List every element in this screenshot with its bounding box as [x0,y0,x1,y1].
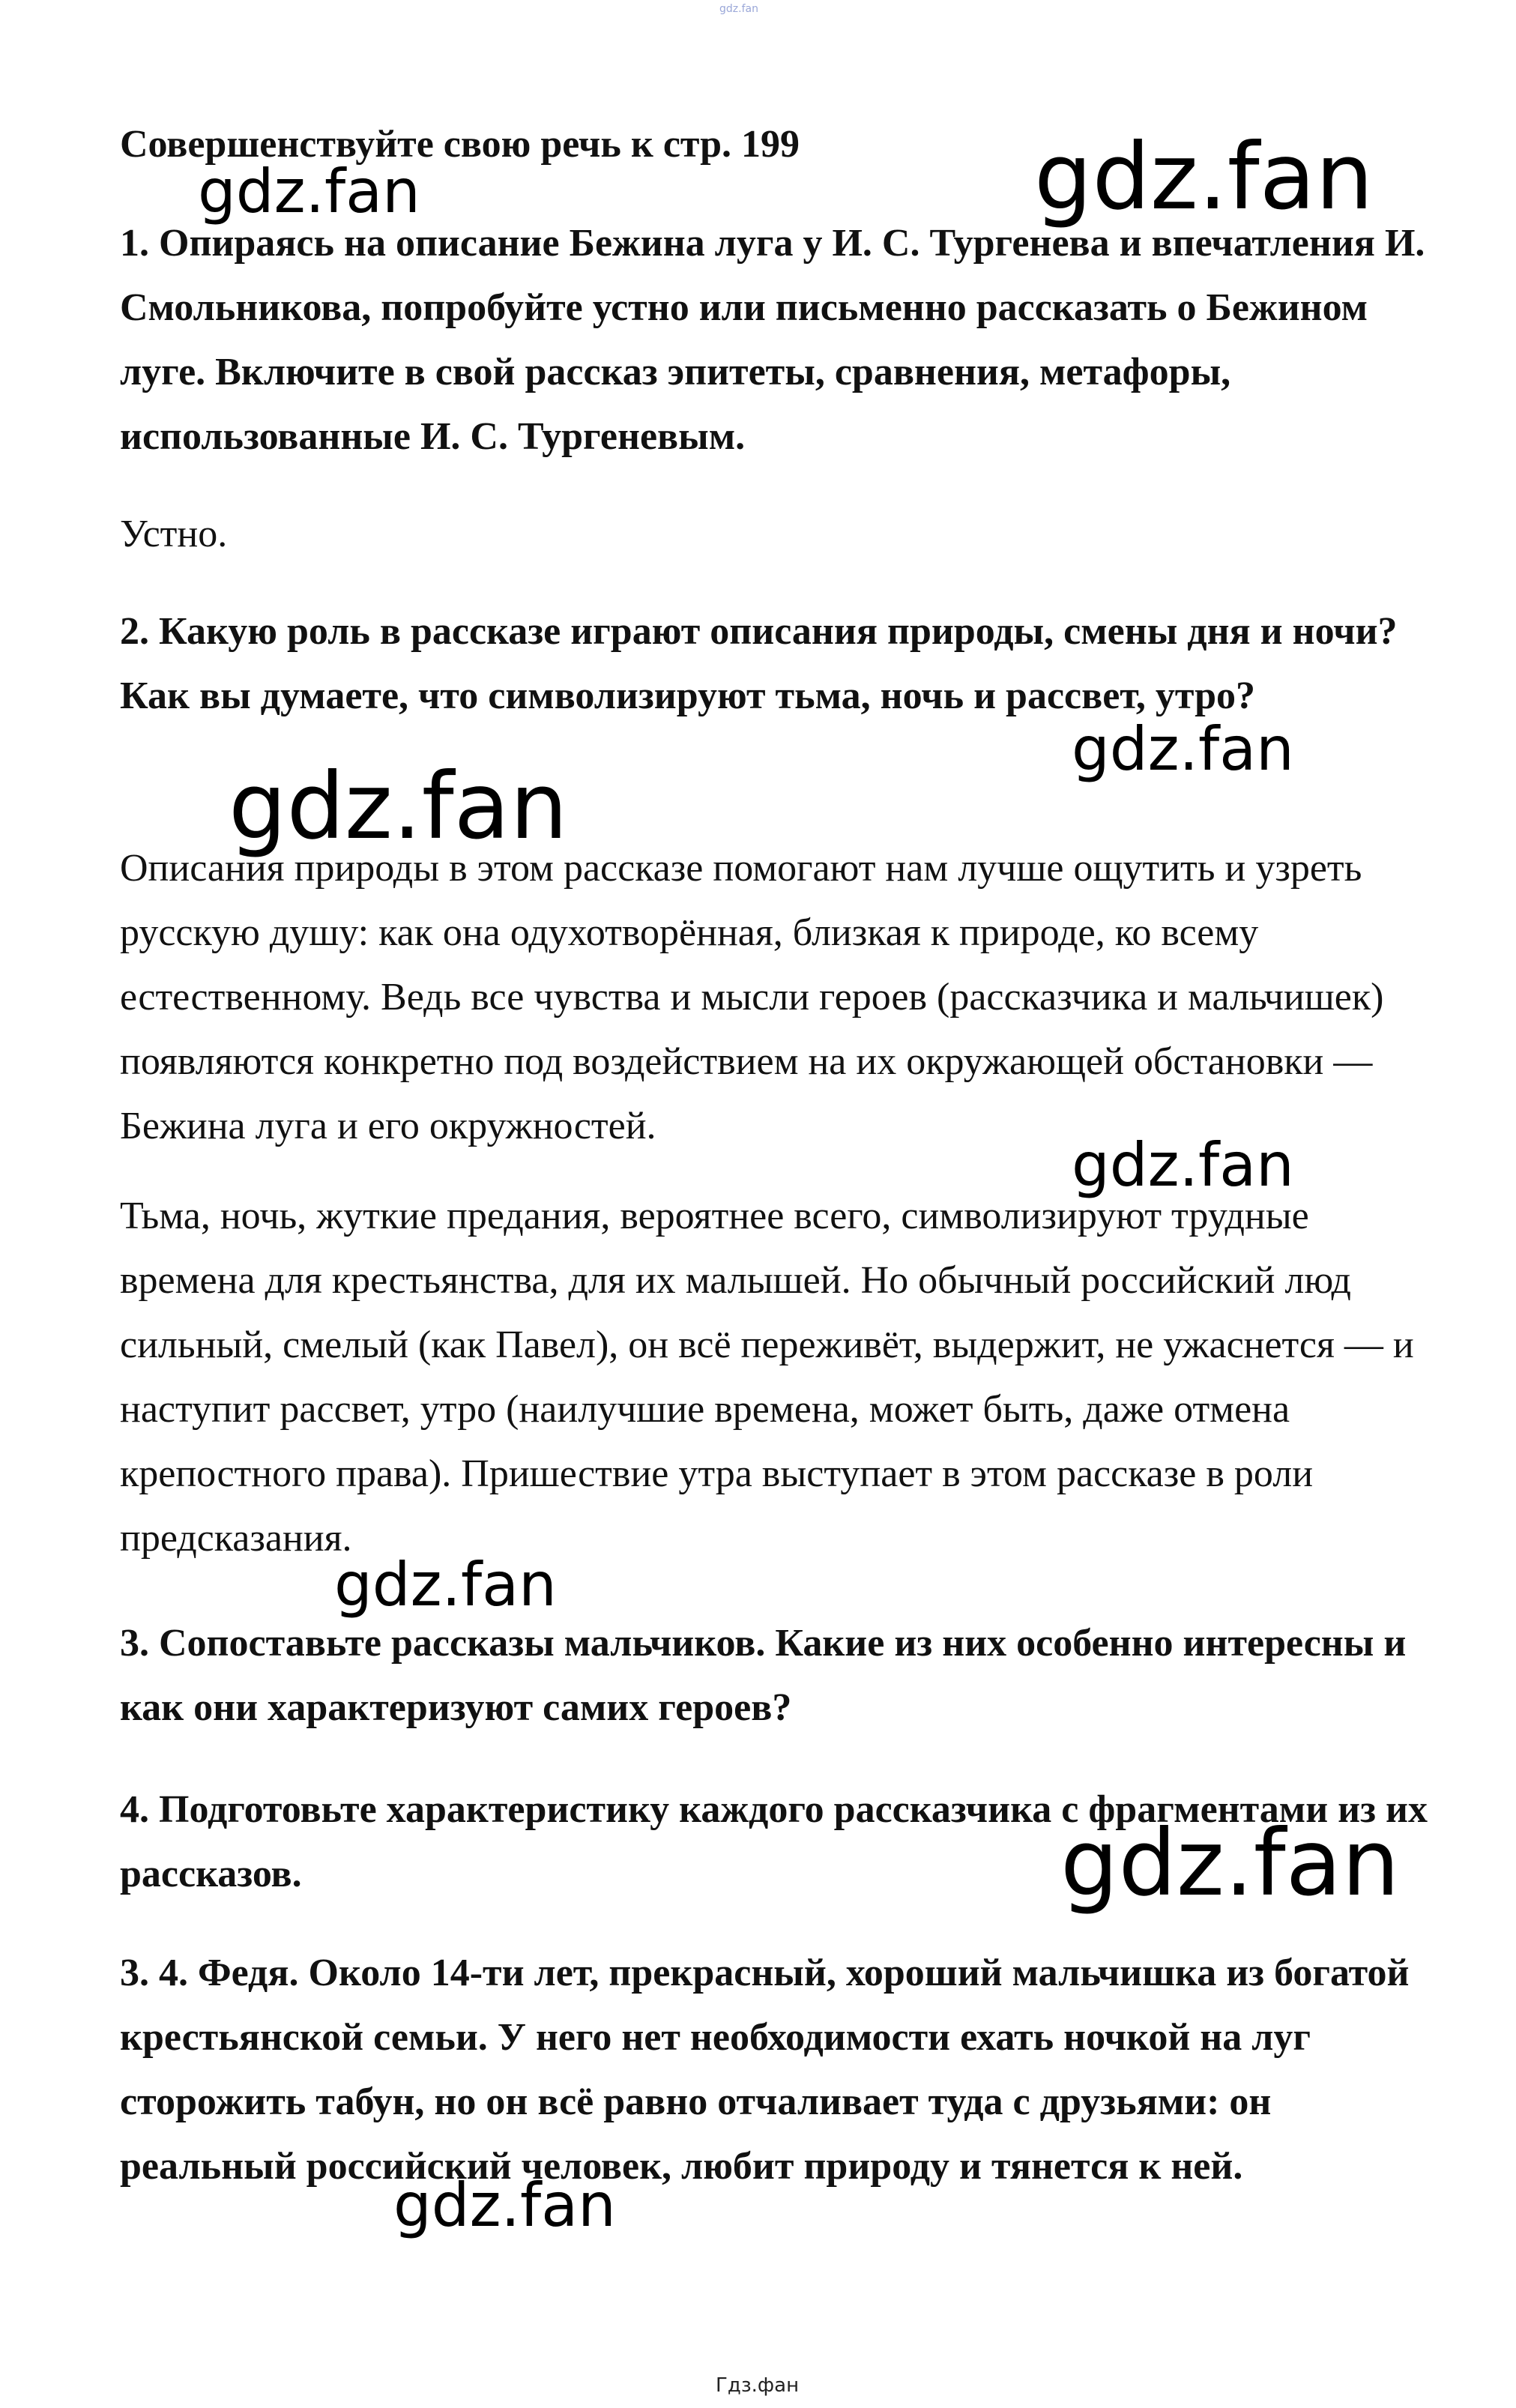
watermark: gdz.fan [229,753,568,860]
watermark: gdz.fan [198,157,420,226]
header-mark: gdz.fan [719,3,758,15]
watermark: gdz.fan [1072,1130,1294,1200]
watermark: gdz.fan [393,2170,616,2240]
watermark: gdz.fan [1060,1810,1400,1916]
question-3: 3. Сопоставьте рассказы мальчиков. Какие из них особенно интересны и как они характеризуют самих героев? [120,1622,1407,1729]
watermark: gdz.fan [334,1550,557,1620]
watermark: gdz.fan [1072,714,1294,784]
answer-2-paragraph-2: Тьма, ночь, жуткие предания, вероятнее всего, символизируют трудные времена для крестьянства, для их малышей. Но обычный российский люд сильный, смелый (как Павел), он всё переживёт, выдержит, не ужаснется — и наступит рассвет, утро (наилучшие времена, может быть, даже отмена крепостного права). Пришествие утра выступает в этом рассказе в роли предсказания. [120,1195,1414,1560]
footer-text: Гдз.фан [716,2374,800,2397]
answer-1: Устно. [120,513,228,555]
answer-2-paragraph-1: Описания природы в этом рассказе помогают нам лучше ощутить и узреть русскую душу: как она одухотворённая, близкая к природе, ко всему естественному. Ведь все чувства и мысли героев (рассказчика и мальчишек) появляются конкретно под воздействием на их окружающей обстановки — Бежина луга и его окружностей. [120,847,1384,1147]
page-title: Совершенствуйте свою речь к стр. 199 [120,123,800,166]
answer-3-4: 3. 4. Федя. Около 14-ти лет, прекрасный, хороший мальчишка из богатой крестьянской семьи. У него нет необходимости ехать ночкой на луг сторожить табун, но он всё равно отчаливает туда с друзьями: он реальный российский человек, любит природу и тянется к ней. [120,1952,1410,2188]
question-1: 1. Опираясь на описание Бежина луга у И. С. Тургенева и впечатления И. Смольникова, попробуйте устно или письменно рассказать о Бежином луге. Включите в свой рассказ эпитеты, сравнения, метафоры, использованные И. С. Тургеневым. [120,222,1425,458]
question-2: 2. Какую роль в рассказе играют описания природы, смены дня и ночи? Как вы думаете, что символизируют тьма, ночь и рассвет, утро? [120,610,1398,717]
watermark: gdz.fan [1034,124,1374,230]
question-4: 4. Подготовьте характеристику каждого рассказчика с фрагментами из их рассказов. [120,1788,1428,1895]
